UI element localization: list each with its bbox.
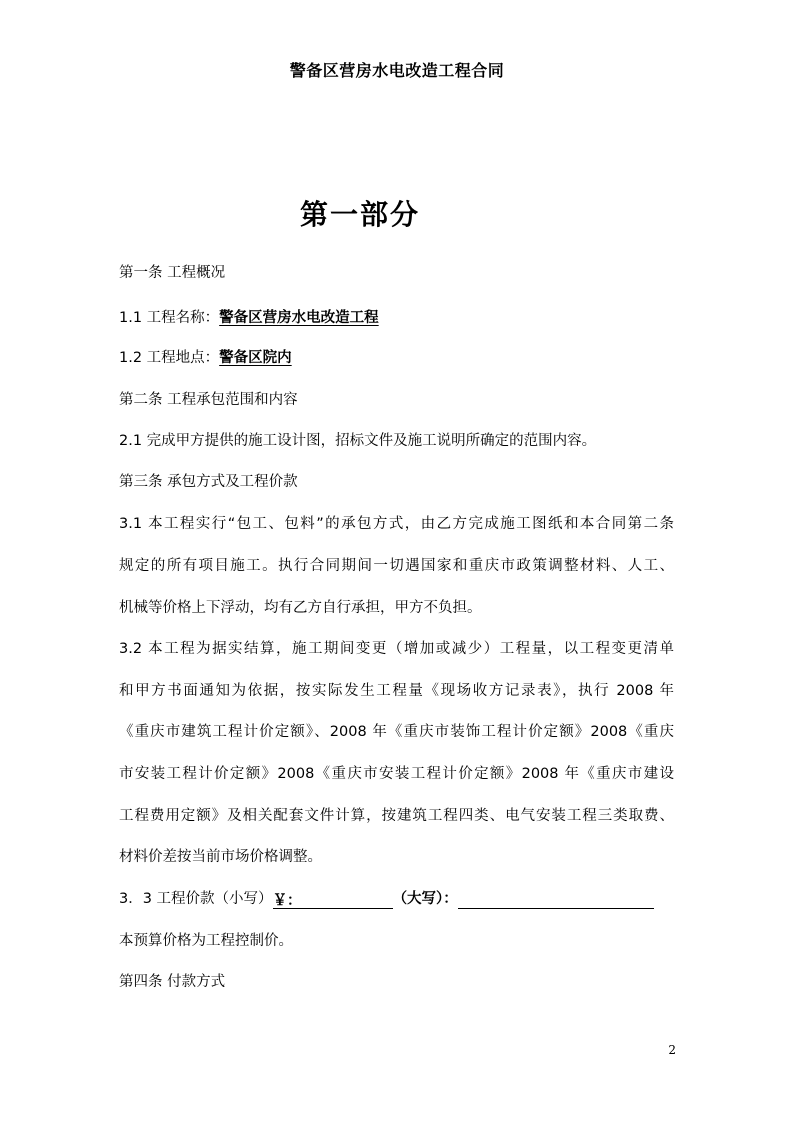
clause-3-1-line-3: 机械等价格上下浮动，均有乙方自行承担，甲方不负担。 <box>119 600 482 616</box>
clause-3-3 <box>119 889 679 909</box>
price-lowercase-field <box>273 891 393 909</box>
clause-3-2-line-5: 工程费用定额》及相关配套文件计算，按建筑工程四类、电气安装工程三类取费、 <box>119 808 674 824</box>
clause-3-3-label: 3．3 工程价款（小写） <box>119 891 273 907</box>
clause-3-1-line-2: 规定的所有项目施工。执行合同期间一切遇国家和重庆市政策调整材料、人工、 <box>119 558 674 574</box>
clause-3-2-line-4: 市安装工程计价定额》2008《重庆市安装工程计价定额》2008 年《重庆市建设 <box>119 766 674 782</box>
clause-3-2-line-6: 材料价差按当前市场价格调整。 <box>119 849 322 865</box>
clause-1-2-label: 1.2 工程地点： <box>119 350 220 366</box>
clause-1-1-label: 1.1 工程名称： <box>119 310 220 326</box>
article-3-heading: 第三条 承包方式及工程价款 <box>119 474 298 490</box>
clause-1-2 <box>119 348 679 368</box>
clause-3-2-line-2: 和甲方书面通知为依据，按实际发生工程量《现场收方记录表》，执行 2008 年 <box>119 683 674 699</box>
project-name-value: 警备区营房水电改造工程 <box>219 310 379 326</box>
clause-3-1-line-1: 3.1 本工程实行“包工、包料”的承包方式，由乙方完成施工图纸和本合同第二条 <box>119 516 674 532</box>
budget-note: 本预算价格为工程控制价。 <box>119 933 293 949</box>
part-title: 第一部分 <box>299 198 420 231</box>
clause-3-2-line-3: 《重庆市建筑工程计价定额》、2008 年《重庆市装饰工程计价定额》2008《重庆 <box>119 724 674 740</box>
clause-3-2-line-1: 3.2 本工程为据实结算，施工期间变更（增加或减少）工程量，以工程变更清单 <box>119 641 674 657</box>
price-uppercase-field <box>458 891 654 909</box>
clause-1-1 <box>119 308 679 328</box>
page-number: 2 <box>668 1043 676 1057</box>
yen-sign: ￥： <box>272 893 302 909</box>
price-uppercase-label: （大写）： <box>392 891 458 907</box>
document-header-title: 警备区营房水电改造工程合同 <box>289 61 505 80</box>
article-2-heading: 第二条 工程承包范围和内容 <box>119 392 298 408</box>
article-1-heading: 第一条 工程概况 <box>119 265 226 281</box>
project-location-value: 警备区院内 <box>219 350 292 366</box>
clause-2-1: 2.1 完成甲方提供的施工设计图，招标文件及施工说明所确定的范围内容。 <box>119 433 597 449</box>
article-4-heading: 第四条 付款方式 <box>119 974 226 990</box>
